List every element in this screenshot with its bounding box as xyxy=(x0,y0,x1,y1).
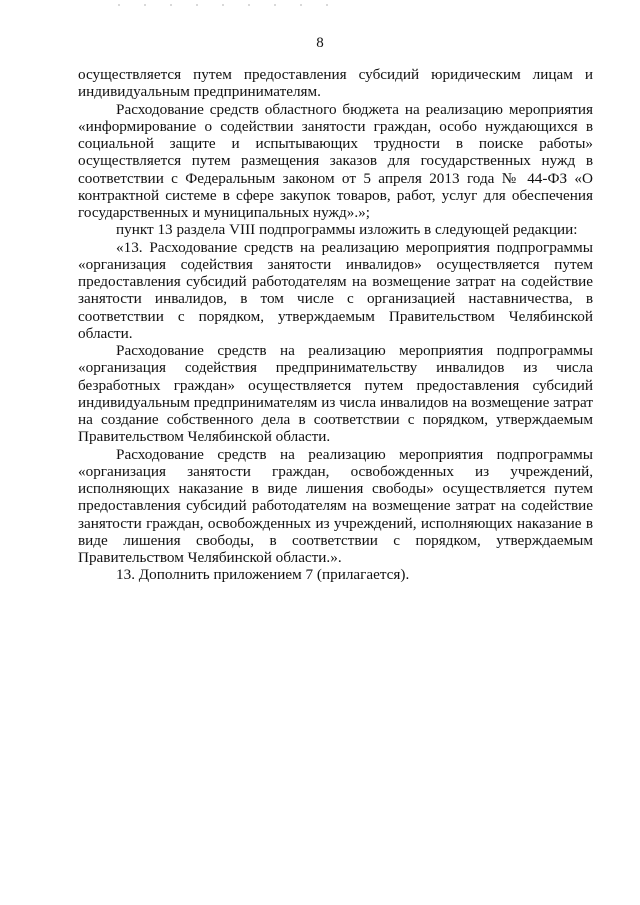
paragraph-appendix: 13. Дополнить приложением 7 (прилагается). xyxy=(116,566,410,584)
paragraph-disabled-employment: «13. Расходование средств на реализацию мероприятия подпрограммы «организация содействия занятости инвалидов» осуществляется путем предоставления субсидий работодателям на возмещение затрат на содействие занятости инвалидов, в том числе с организацией наставничества, в соответствии с порядком, утверждаемым Правительством Челябинской области. xyxy=(78,238,593,342)
paragraph-amendment-intro: пункт 13 раздела VIII подпрограммы изложить в следующей редакции: xyxy=(116,221,578,239)
paragraph-regional-budget: Расходование средств областного бюджета на реализацию мероприятия «информирование о содействии занятости граждан, особо нуждающихся в социальной защите и испытывающих трудности в поиске работы» осуществляется путем размещения заказов для государственных нужд в соответствии с Федеральным законом от 5 апреля 2013 года № 44-ФЗ «О контрактной системе в сфере закупок товаров, работ, услуг для обеспечения государственных и муниципальных нужд».»; xyxy=(78,100,593,221)
scan-artifact xyxy=(118,4,328,6)
page-number: 8 xyxy=(316,35,324,51)
paragraph-released-citizens: Расходование средств на реализацию мероприятия подпрограммы «организация занятости граждан, освобожденных из учреждений, исполняющих наказание в виде лишения свободы» осуществляется путем предоставления субсидий работодателям на возмещение затрат на содействие занятости граждан, освобожденных из учреждений, исполняющих наказание в виде лишения свободы, в соответствии с порядком, утверждаемым Правительством Челябинской области.». xyxy=(78,445,593,566)
document-body xyxy=(78,66,593,584)
paragraph-continuation: осуществляется путем предоставления субсидий юридическим лицам и индивидуальным предпринимателям. xyxy=(78,66,593,101)
paragraph-disabled-entrepreneurship: Расходование средств на реализацию мероприятия подпрограммы «организация содействия предпринимательству инвалидов из числа безработных граждан» осуществляется путем предоставления субсидий индивидуальным предпринимателям из числа инвалидов на возмещение затрат на создание собственного дела в соответствии с порядком, утверждаемым Правительством Челябинской области. xyxy=(78,342,593,446)
